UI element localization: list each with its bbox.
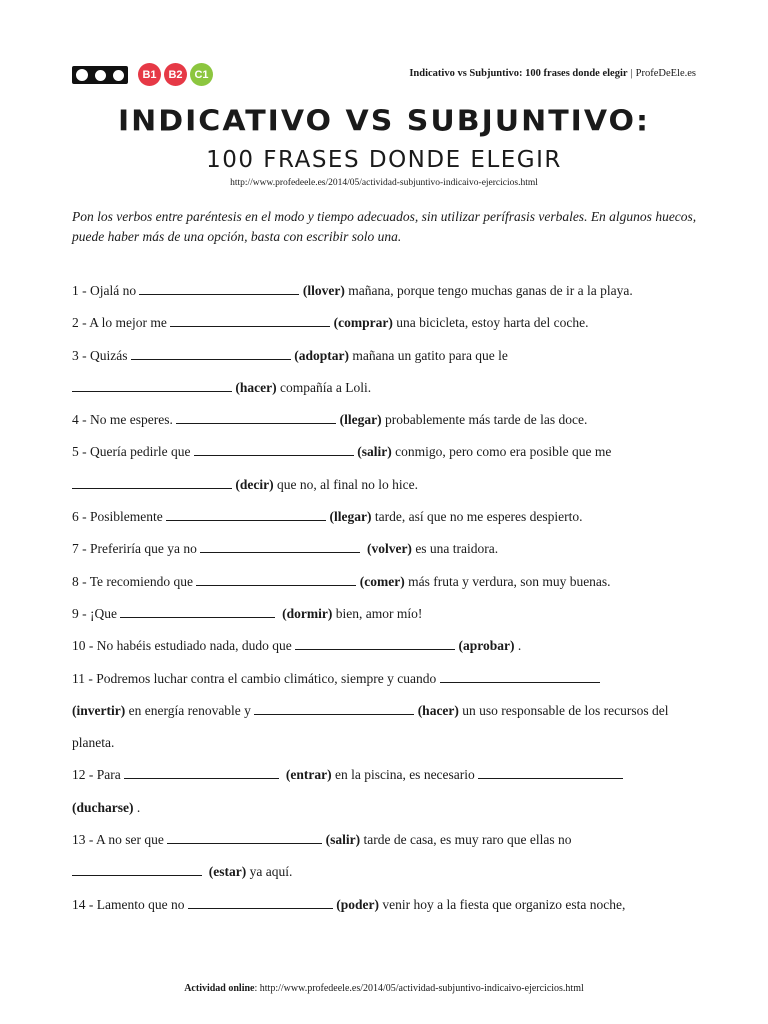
- exercise-item: [72, 566, 702, 598]
- answer-blank[interactable]: [120, 604, 275, 618]
- exercise-text: ya aquí.: [249, 864, 293, 880]
- exercise-text: 7 - Preferiría que ya no: [72, 541, 197, 557]
- exercise-text: en energía renovable y: [128, 702, 251, 718]
- page-subtitle: 100 FRASES DONDE ELEGIR: [206, 147, 562, 173]
- exercise-text: 8 - Te recomiendo que: [72, 573, 194, 589]
- exercise-text: más fruta y verdura, son muy buenas.: [408, 573, 611, 589]
- verb-hint: (salir): [357, 444, 392, 460]
- exercise-text: 14 - Lamento que no: [72, 896, 185, 912]
- verb-hint: (aprobar): [458, 638, 515, 654]
- answer-blank[interactable]: [295, 636, 455, 650]
- exercise-text: 5 - Quería pedirle que: [72, 444, 191, 460]
- exercise-item: [72, 630, 702, 662]
- footer-label: Actividad online: [184, 983, 255, 994]
- exercise-text: 6 - Posiblemente: [72, 509, 163, 525]
- verb-hint: (hacer): [417, 702, 459, 718]
- verb-hint: (adoptar): [294, 347, 349, 363]
- verb-hint: (llover): [302, 283, 345, 298]
- exercise-list: [72, 275, 702, 921]
- exercise-text: .: [517, 638, 522, 654]
- exercise-text: .: [136, 799, 141, 815]
- exercise-item: [72, 663, 702, 760]
- instructions: Pon los verbos entre paréntesis en el modo y tiempo adecuados, sin utilizar perífrasis verbales. En algunos huecos, puede haber más de una opción, basta con escribir solo una.: [72, 209, 697, 244]
- exercise-text: 10 - No habéis estudiado nada, dudo que: [72, 638, 292, 654]
- exercise-text: venir hoy a la fiesta que organizo esta noche,: [382, 896, 626, 912]
- verb-hint: (ducharse): [72, 799, 134, 815]
- answer-blank[interactable]: [124, 765, 279, 779]
- exercise-text: 1 - Ojalá no: [72, 283, 137, 298]
- answer-blank[interactable]: [194, 442, 354, 456]
- exercise-item: [72, 275, 702, 307]
- answer-blank[interactable]: [176, 410, 336, 424]
- exercise-item: [72, 307, 702, 339]
- level-badge-c1: C1: [190, 63, 213, 86]
- answer-blank[interactable]: [166, 507, 326, 521]
- answer-blank[interactable]: [170, 313, 330, 327]
- verb-hint: (llegar): [339, 412, 382, 428]
- activity-url[interactable]: http://www.profedeele.es/2014/05/actividad-subjuntivo-indicaivo-ejercicios.html: [230, 178, 538, 188]
- answer-blank[interactable]: [196, 572, 356, 586]
- answer-blank[interactable]: [188, 895, 333, 909]
- exercise-text: 13 - A no ser que: [72, 832, 164, 848]
- exercise-text: 11 - Podremos luchar contra el cambio climático, siempre y cuando: [72, 670, 437, 686]
- answer-blank[interactable]: [72, 475, 232, 489]
- level-badge-b2: B2: [164, 63, 187, 86]
- exercise-item: [72, 501, 702, 533]
- answer-blank[interactable]: [254, 701, 414, 715]
- verb-hint: (hacer): [235, 379, 277, 395]
- verb-hint: (comprar): [333, 315, 393, 331]
- footer-url[interactable]: http://www.profedeele.es/2014/05/actividad-subjuntivo-indicaivo-ejercicios.html: [259, 983, 584, 994]
- verb-hint: (llegar): [329, 509, 372, 525]
- exercise-text: que no, al final no lo hice.: [276, 476, 418, 492]
- answer-blank[interactable]: [139, 281, 299, 295]
- exercise-text: bien, amor mío!: [335, 605, 423, 621]
- verb-hint: (invertir): [72, 702, 126, 718]
- page-header: [72, 62, 696, 90]
- exercise-item: [72, 759, 702, 824]
- answer-blank[interactable]: [167, 830, 322, 844]
- exercise-text: 2 - A lo mejor me: [72, 315, 167, 331]
- answer-blank[interactable]: [478, 765, 623, 779]
- exercise-text: tarde, así que no me esperes despierto.: [374, 509, 583, 525]
- exercise-text: 4 - No me esperes.: [72, 412, 173, 428]
- site-brand: ProfeDeEle.es: [635, 68, 696, 79]
- answer-blank[interactable]: [200, 539, 360, 553]
- header-separator: |: [630, 68, 633, 79]
- level-badges: [138, 63, 213, 86]
- verb-hint: (dormir): [282, 605, 333, 621]
- page-title: INDICATIVO VS SUBJUNTIVO:: [117, 104, 651, 139]
- exercise-item: [72, 436, 702, 501]
- verb-hint: (poder): [336, 896, 379, 912]
- level-badge-b1: B1: [138, 63, 161, 86]
- verb-hint: (volver): [366, 541, 412, 557]
- exercise-text: 9 - ¡Que: [72, 605, 117, 621]
- exercise-item: [72, 889, 702, 921]
- answer-blank[interactable]: [440, 669, 600, 683]
- verb-hint: (comer): [359, 573, 405, 589]
- exercise-text: un uso responsable de los recursos del planeta.: [72, 702, 669, 751]
- verb-hint: (salir): [325, 832, 361, 848]
- exercise-text: compañía a Loli.: [279, 379, 372, 395]
- answer-blank[interactable]: [131, 346, 291, 360]
- exercise-item: [72, 404, 702, 436]
- verb-hint: (entrar): [285, 767, 332, 783]
- exercise-item: [72, 533, 702, 565]
- exercise-text: una bicicleta, estoy harta del coche.: [396, 315, 589, 331]
- exercise-text: tarde de casa, es muy raro que ellas no: [363, 832, 572, 848]
- verb-hint: (decir): [235, 476, 274, 492]
- exercise-text: es una traidora.: [415, 541, 499, 557]
- exercise-text: probablemente más tarde de las doce.: [384, 412, 588, 428]
- answer-blank[interactable]: [72, 862, 202, 876]
- exercise-item: [72, 598, 702, 630]
- exercise-item: [72, 340, 702, 405]
- verb-hint: (estar): [208, 864, 247, 880]
- exercise-text: 12 - Para: [72, 767, 121, 783]
- site-reference: [409, 68, 696, 79]
- page-footer: Actividad online: http://www.profedeele.es/2014/05/actividad-subjuntivo-indicaivo-ejercicios.html: [184, 983, 584, 994]
- exercise-text: mañana un gatito para que le: [352, 347, 508, 363]
- site-title: Indicativo vs Subjuntivo: 100 frases donde elegir: [409, 68, 628, 79]
- answer-blank[interactable]: [72, 378, 232, 392]
- exercise-text: en la piscina, es necesario: [334, 767, 475, 783]
- exercise-text: 3 - Quizás: [72, 347, 128, 363]
- exercise-item: [72, 824, 702, 889]
- creative-commons-icon: [72, 66, 128, 84]
- exercise-text: conmigo, pero como era posible que me: [395, 444, 612, 460]
- exercise-text: mañana, porque tengo muchas ganas de ir a la playa.: [348, 283, 633, 298]
